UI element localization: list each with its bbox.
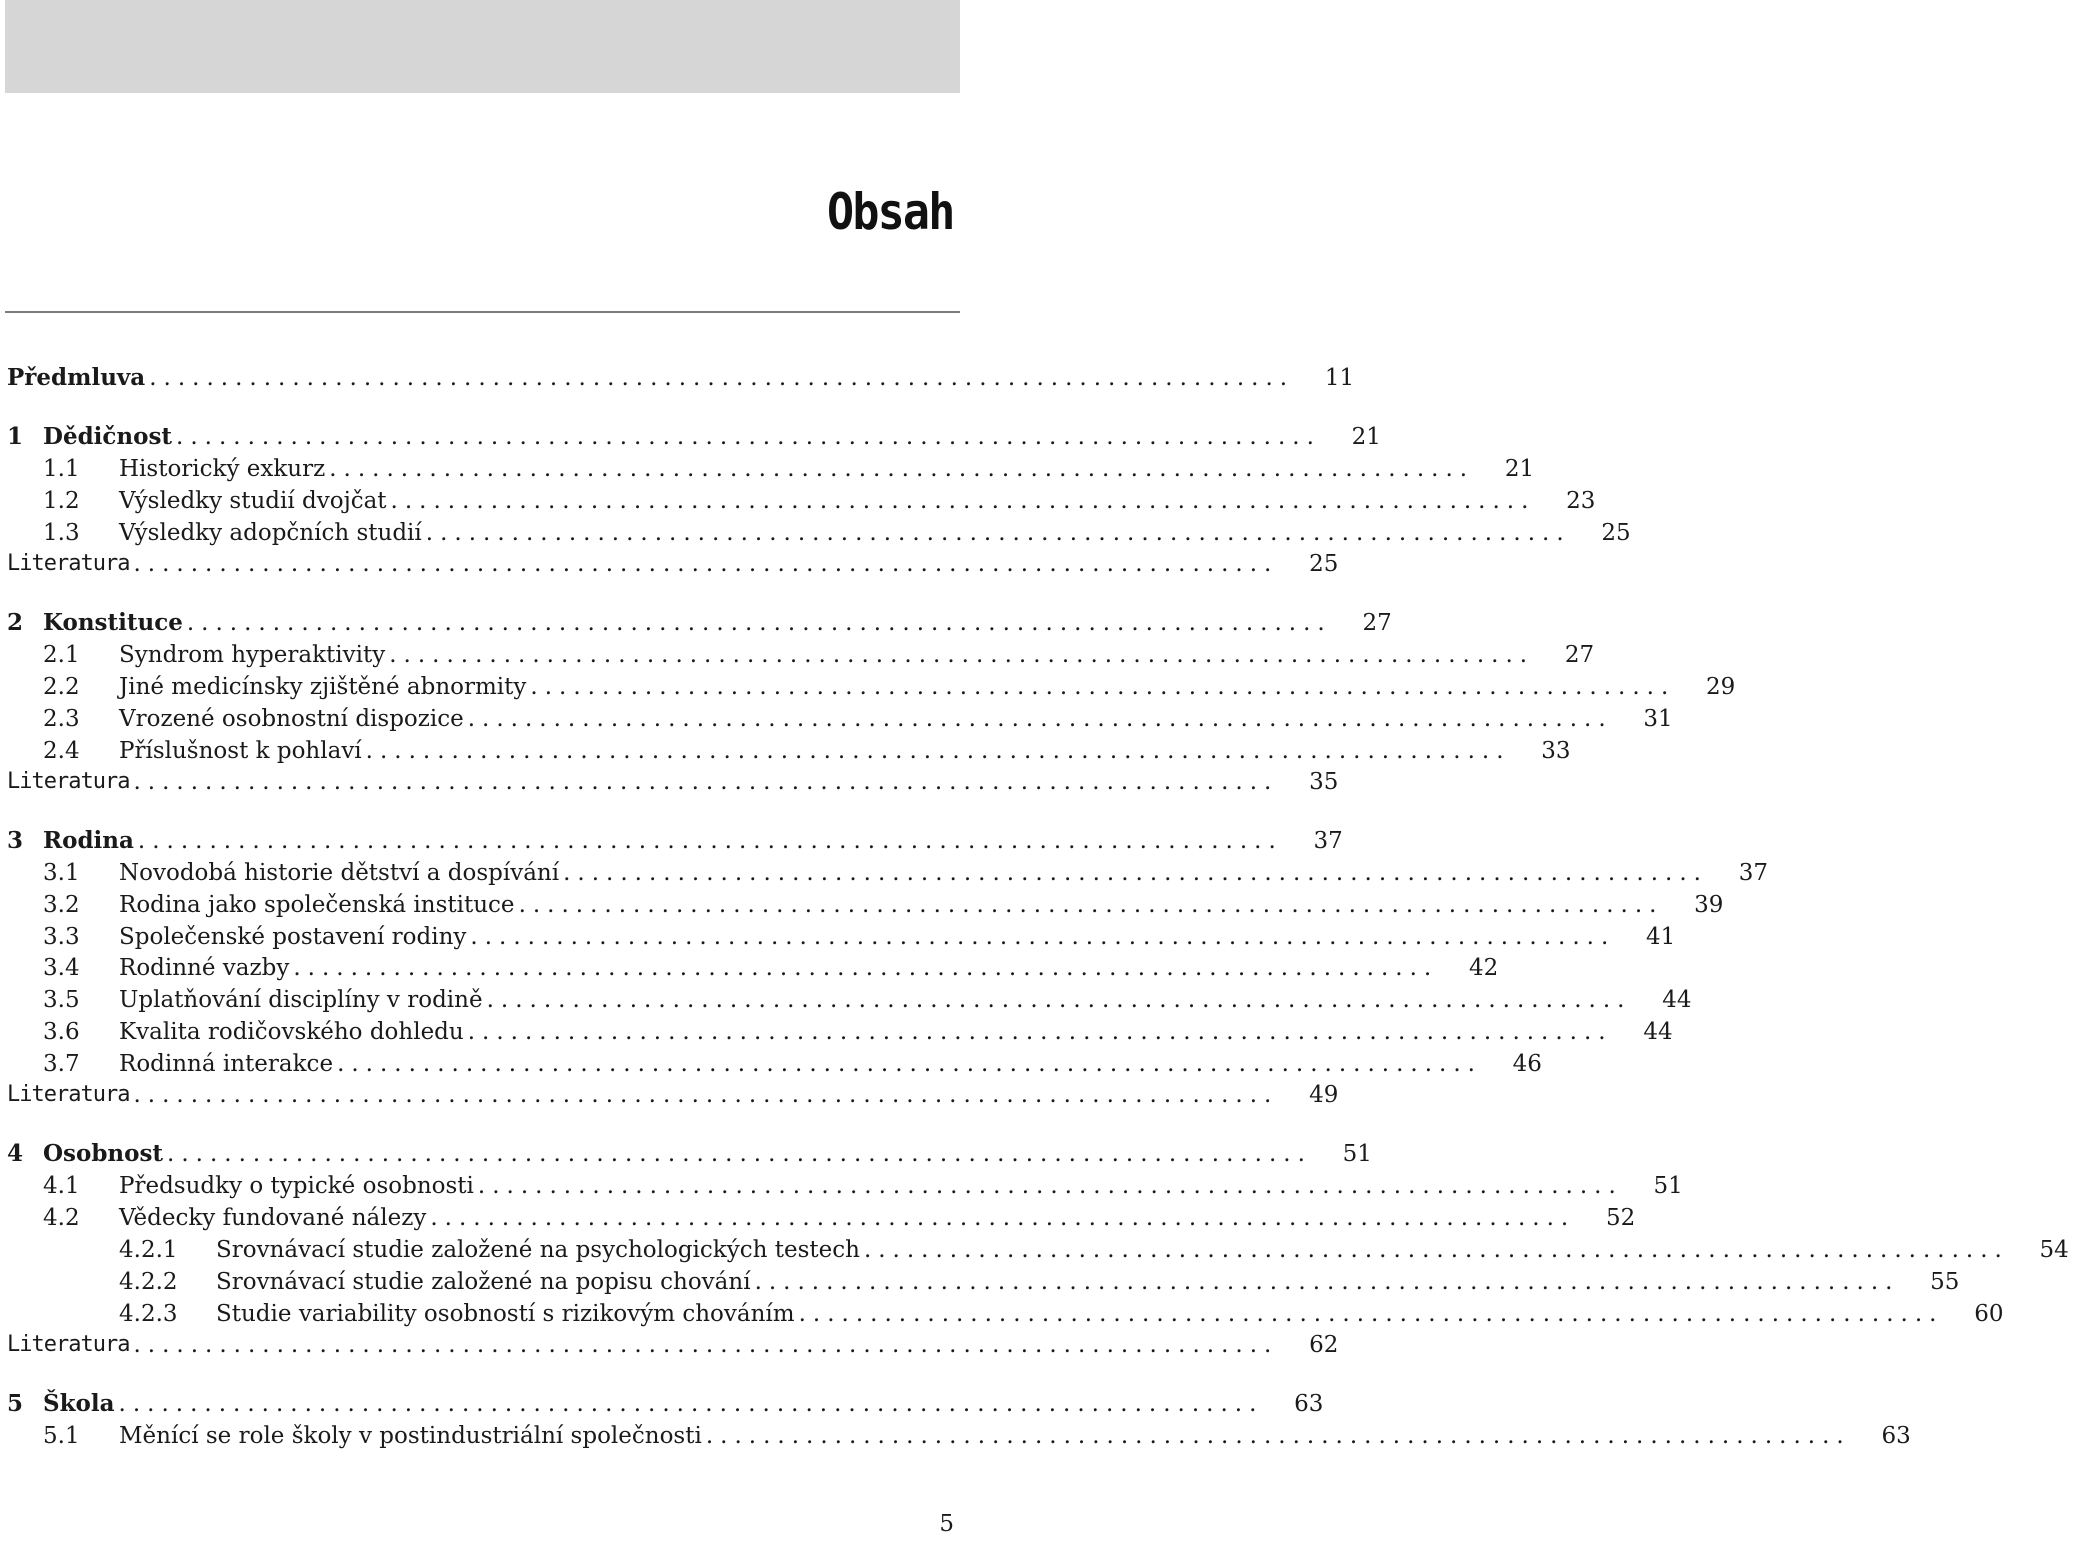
toc-section[interactable] (0, 1266, 1960, 1298)
toc-page-number: 44 (1662, 987, 1692, 1013)
toc-title: Příslušnost k pohlaví (119, 738, 362, 764)
toc-number: 4.2 (43, 1205, 80, 1231)
toc-number: 3.2 (43, 892, 80, 918)
toc-page-number: 49 (1309, 1082, 1339, 1108)
toc-section[interactable] (0, 639, 1595, 671)
toc-section[interactable] (0, 1170, 1683, 1202)
toc-page-number: 46 (1512, 1051, 1542, 1077)
toc-title: Vědecky fundované nálezy (119, 1205, 427, 1231)
toc-leader-dots: ................................................................................ (133, 1082, 1279, 1108)
toc-page-number: 35 (1309, 769, 1339, 795)
toc-leader-dots: ................................................................................ (486, 987, 1632, 1013)
toc-number: 3.1 (43, 860, 80, 886)
toc-number: 2.1 (43, 642, 80, 668)
toc-leader-dots: ................................................................................ (133, 551, 1279, 577)
toc-leader-dots: ................................................................................ (293, 955, 1439, 981)
toc-leader-dots: ................................................................................ (470, 924, 1616, 950)
toc-page-number: 21 (1351, 424, 1381, 450)
toc-leader-dots: ................................................................................ (425, 520, 1571, 546)
toc-number: 4.2.2 (119, 1269, 178, 1295)
toc-leader-dots: ................................................................................ (149, 365, 1295, 391)
toc-leader-dots: ................................................................................ (467, 1019, 1613, 1045)
toc-page-number: 52 (1605, 1205, 1636, 1231)
toc-title: Rodina jako společenská instituce (119, 892, 515, 918)
toc-section[interactable] (0, 984, 1692, 1016)
toc-section[interactable] (0, 671, 1736, 703)
toc-leader-dots: ................................................................................ (133, 769, 1279, 795)
toc-number: 3.7 (43, 1051, 80, 1077)
toc-section[interactable] (0, 453, 1535, 485)
toc-leader-dots: ................................................................................ (186, 610, 1332, 636)
page-number: 5 (939, 1511, 954, 1537)
toc-number: 3.6 (43, 1019, 80, 1045)
toc-leader-dots: ................................................................................ (389, 642, 1535, 668)
toc-number: 1.2 (43, 488, 80, 514)
toc-title: Srovnávací studie založené na popisu chování (216, 1269, 751, 1295)
toc-leader-dots: ................................................................................ (754, 1269, 1900, 1295)
toc-title: Měnící se role školy v postindustriální společnosti (119, 1423, 702, 1449)
toc-title: Vrozené osobnostní dispozice (119, 706, 464, 732)
toc-references[interactable] (0, 1329, 1339, 1361)
toc-page-number: 11 (1324, 365, 1355, 391)
toc-title: Literatura (7, 1332, 130, 1357)
toc-section[interactable] (0, 485, 1596, 517)
toc-leader-dots: ................................................................................ (176, 424, 1321, 450)
toc-number: 3.3 (43, 924, 80, 950)
toc-leader-dots: ................................................................................ (167, 1141, 1312, 1167)
toc-section[interactable] (0, 889, 1724, 921)
toc-title: Rodinná interakce (119, 1051, 334, 1077)
toc-section[interactable] (0, 1298, 2004, 1330)
toc-page-number: 33 (1541, 738, 1571, 764)
toc-page-number: 51 (1342, 1141, 1372, 1167)
toc-leader-dots: ................................................................................ (530, 674, 1676, 700)
toc-section[interactable] (0, 1048, 1542, 1080)
toc-leader-dots: ................................................................................ (390, 488, 1536, 514)
toc-page-number: 25 (1601, 520, 1631, 546)
toc-preface[interactable] (0, 362, 1355, 394)
toc-page-number: 54 (2039, 1237, 2069, 1263)
toc-page-number: 23 (1566, 488, 1596, 514)
toc-page-number: 39 (1694, 892, 1724, 918)
toc-page-number: 27 (1362, 610, 1392, 636)
toc-references[interactable] (0, 548, 1339, 580)
toc-title: Předsudky o typické osobnosti (119, 1173, 474, 1199)
toc-title: Jiné medicínsky zjištěné abnormity (119, 674, 527, 700)
toc-leader-dots: ................................................................................ (563, 860, 1708, 886)
toc-page-number: 37 (1313, 828, 1343, 854)
toc-page-number: 41 (1646, 924, 1676, 950)
toc-leader-dots: ................................................................................ (863, 1237, 2009, 1263)
toc-title: Předmluva (7, 364, 146, 391)
toc-section[interactable] (0, 857, 1768, 889)
toc-number: 4.2.1 (119, 1237, 178, 1263)
toc-title: Osobnost (43, 1140, 164, 1167)
toc-number: 2.2 (43, 674, 80, 700)
toc-number: 5.1 (43, 1423, 80, 1449)
toc-number: 1.3 (43, 520, 80, 546)
toc-page-number: 60 (1974, 1301, 2004, 1327)
toc-references[interactable] (0, 1079, 1339, 1111)
page-title: Obsah (827, 183, 954, 241)
toc-title: Uplatňování disciplíny v rodině (119, 987, 483, 1013)
toc-section[interactable] (0, 1420, 1911, 1452)
toc-leader-dots: ................................................................................ (477, 1173, 1623, 1199)
toc-section[interactable] (0, 1016, 1673, 1048)
toc-chapter[interactable] (0, 1138, 1372, 1170)
toc-title: Škola (43, 1390, 115, 1417)
toc-leader-dots: ................................................................................ (430, 1205, 1576, 1231)
toc-leader-dots: ................................................................................ (365, 738, 1511, 764)
toc-page-number: 42 (1468, 955, 1499, 981)
toc-title: Výsledky studií dvojčat (119, 488, 387, 514)
toc-page-number: 51 (1653, 1173, 1683, 1199)
toc-page-number: 31 (1643, 706, 1673, 732)
toc-page-number: 62 (1309, 1332, 1339, 1358)
toc-section[interactable] (0, 921, 1676, 953)
toc-title: Historický exkurz (119, 456, 326, 482)
toc-page-number: 29 (1706, 674, 1736, 700)
toc-page-number: 44 (1643, 1019, 1673, 1045)
toc-number: 3.4 (43, 955, 80, 981)
toc-number: 2.4 (43, 738, 80, 764)
toc-section[interactable] (0, 703, 1673, 735)
toc-title: Výsledky adopčních studií (119, 520, 422, 546)
toc-title: Literatura (7, 1082, 130, 1107)
toc-title: Srovnávací studie založené na psychologických testech (216, 1237, 860, 1263)
toc-page-number: 55 (1930, 1269, 1960, 1295)
toc-title: Literatura (7, 551, 130, 576)
toc-leader-dots: ................................................................................ (705, 1423, 1851, 1449)
toc-leader-dots: ................................................................................ (467, 706, 1613, 732)
toc-leader-dots: ................................................................................ (518, 892, 1664, 918)
toc-leader-dots: ................................................................................ (337, 1051, 1482, 1077)
toc-number: 3 (7, 827, 24, 854)
toc-page-number: 25 (1309, 551, 1339, 577)
toc-title: Dědičnost (43, 423, 173, 450)
toc-leader-dots: ................................................................................ (329, 456, 1475, 482)
toc-number: 4.2.3 (119, 1301, 178, 1327)
toc-chapter[interactable] (0, 421, 1381, 453)
toc-number: 1.1 (43, 456, 80, 482)
toc-number: 1 (7, 423, 24, 450)
toc-page-number: 63 (1294, 1391, 1324, 1417)
toc-title: Rodinné vazby (119, 955, 290, 981)
toc-title: Kvalita rodičovského dohledu (119, 1019, 464, 1045)
toc-page-number: 63 (1881, 1423, 1911, 1449)
toc-number: 4 (7, 1140, 24, 1167)
toc-chapter[interactable] (0, 825, 1343, 857)
toc-chapter[interactable] (0, 607, 1392, 639)
toc-title: Studie variability osobností s rizikovým chováním (216, 1301, 795, 1327)
toc-leader-dots: ................................................................................ (137, 828, 1283, 854)
toc-references[interactable] (0, 766, 1339, 798)
toc-leader-dots: ................................................................................ (133, 1332, 1279, 1358)
toc-title: Novodobá historie dětství a dospívání (119, 860, 560, 886)
toc-section[interactable] (0, 1234, 2069, 1266)
toc-section[interactable] (0, 1202, 1636, 1234)
toc-number: 2 (7, 609, 24, 636)
toc-section[interactable] (0, 735, 1571, 767)
toc-page-number: 37 (1738, 860, 1768, 886)
toc-number: 4.1 (43, 1173, 80, 1199)
toc-number: 3.5 (43, 987, 80, 1013)
toc-section[interactable] (0, 952, 1499, 984)
toc-title: Syndrom hyperaktivity (119, 642, 386, 668)
toc-title: Společenské postavení rodiny (119, 924, 467, 950)
toc-number: 5 (7, 1390, 24, 1417)
toc-title: Rodina (43, 827, 134, 854)
toc-page-number: 21 (1504, 456, 1535, 482)
toc-title: Literatura (7, 769, 130, 794)
toc-section[interactable] (0, 517, 1631, 549)
toc-chapter[interactable] (0, 1388, 1324, 1420)
toc-title: Konstituce (43, 609, 183, 636)
toc-leader-dots: ................................................................................ (118, 1391, 1264, 1417)
toc-number: 2.3 (43, 706, 80, 732)
toc-page-number: 27 (1564, 642, 1595, 668)
toc-leader-dots: ................................................................................ (798, 1301, 1944, 1327)
